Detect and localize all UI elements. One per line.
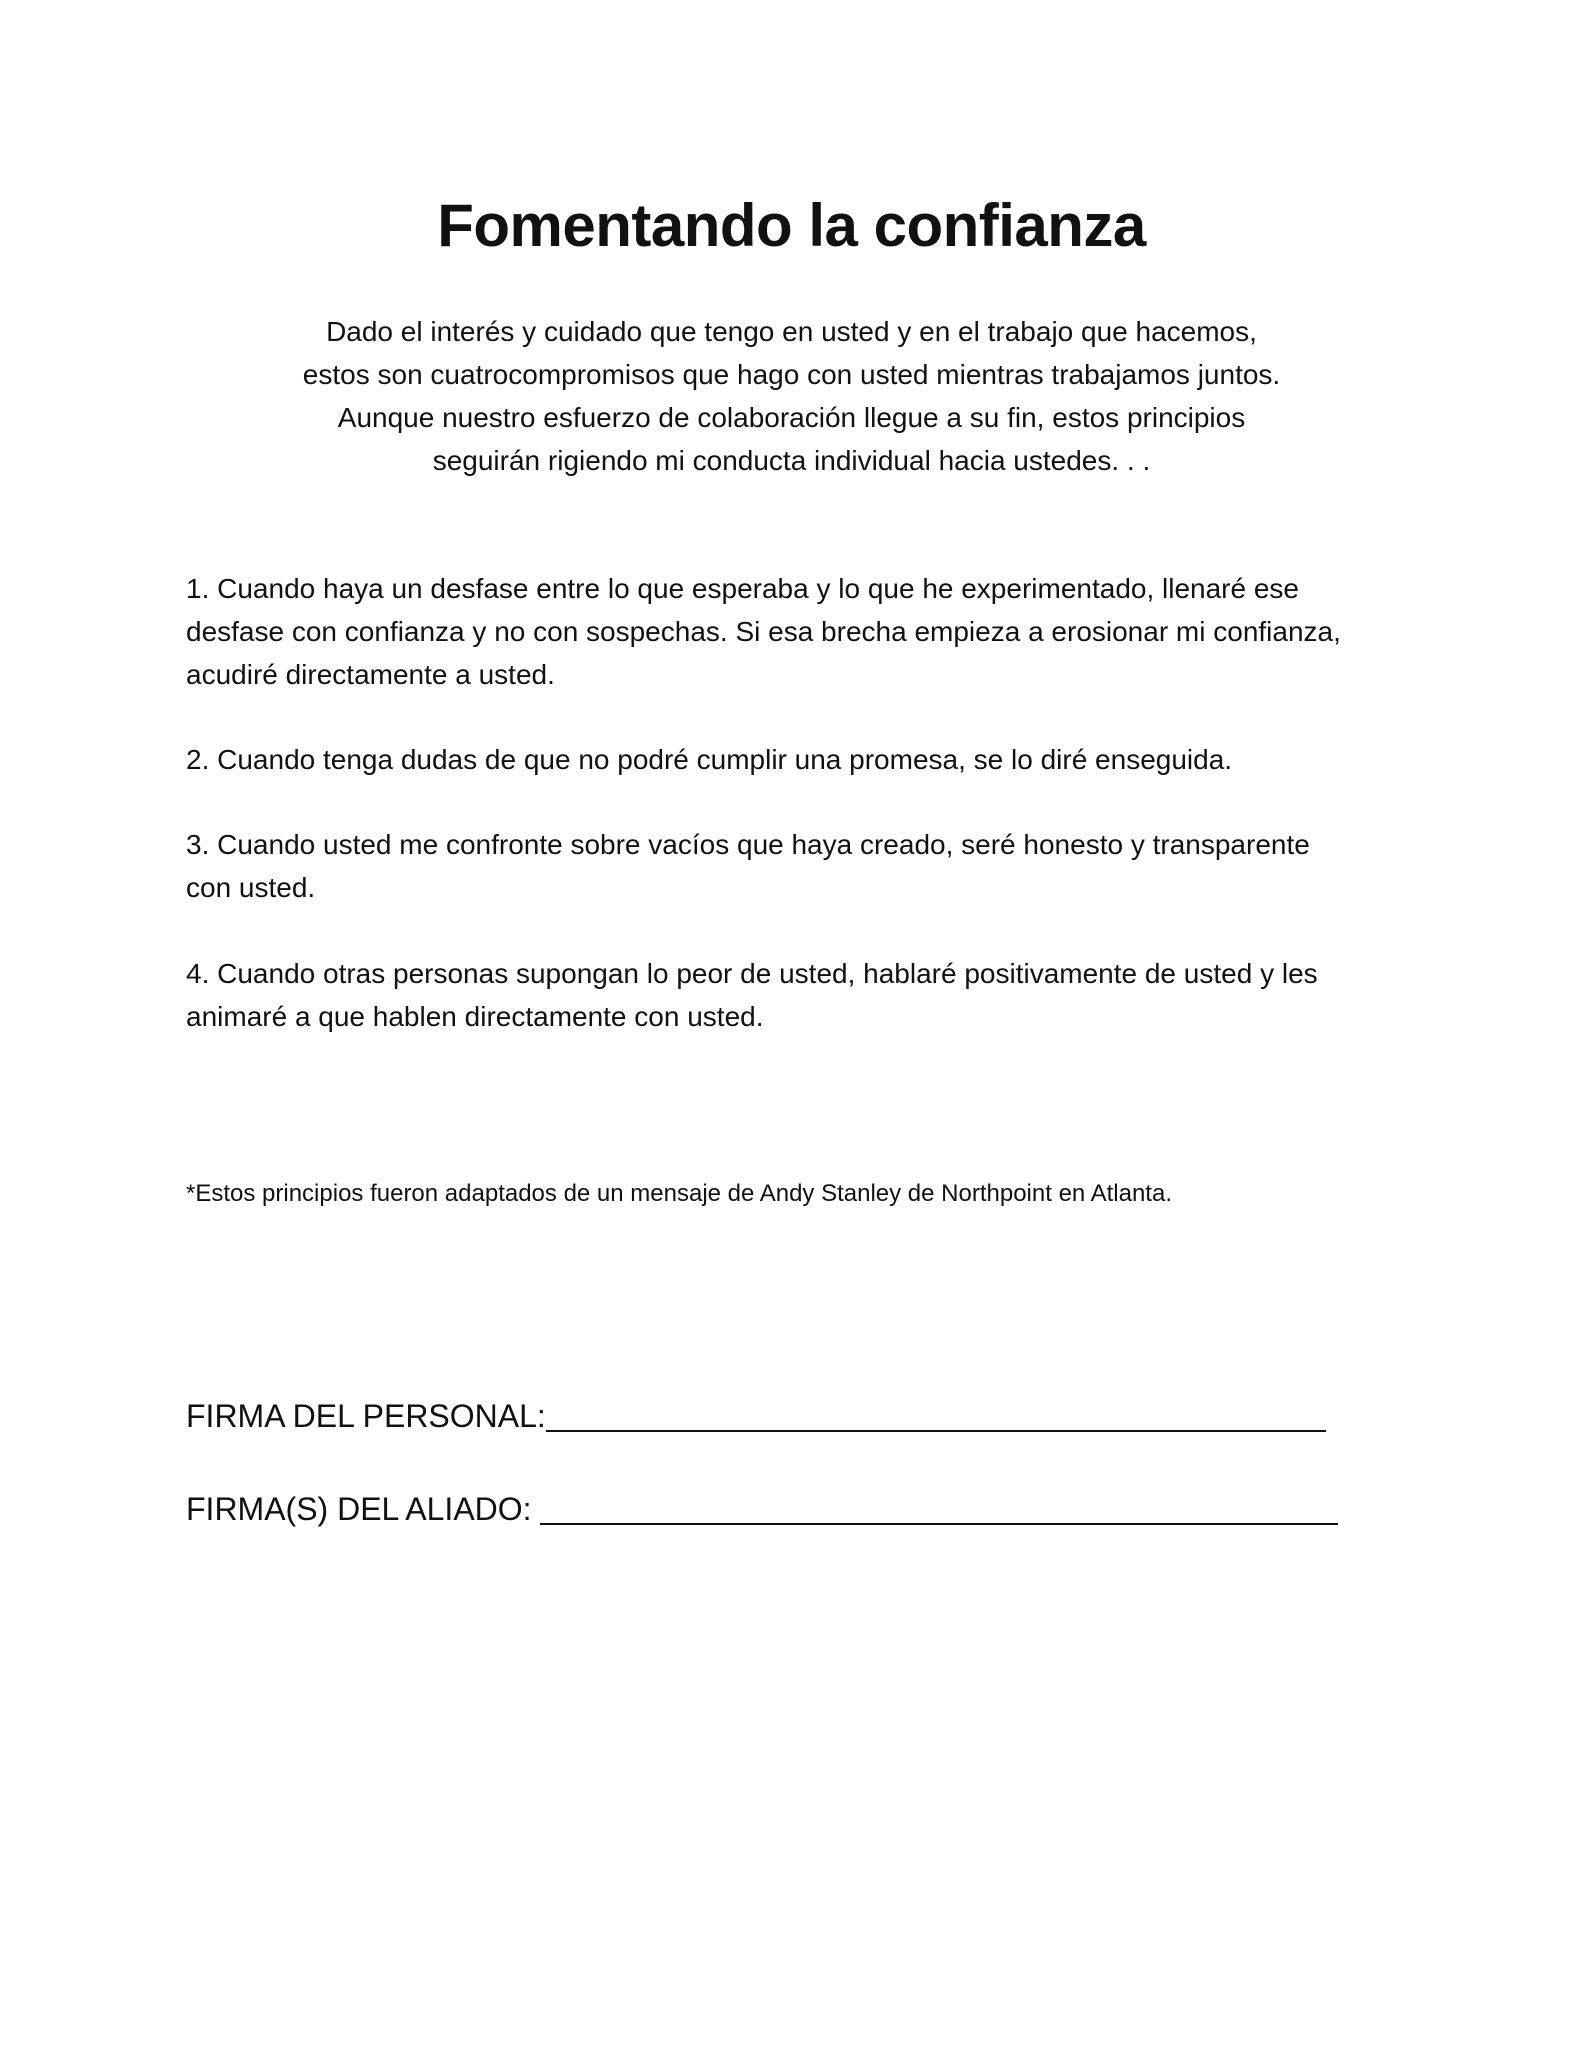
commitment-line: con usted.	[186, 872, 316, 903]
intro-line: seguirán rigiendo mi conducta individual hacia ustedes. . .	[432, 445, 1151, 476]
staff-signature-line[interactable]	[546, 1400, 1326, 1432]
ally-signature-label: FIRMA(S) DEL ALIADO:	[186, 1491, 532, 1527]
commitment-line: 4. Cuando otras personas supongan lo peor de usted, hablaré positivamente de usted y les	[186, 958, 1318, 989]
staff-signature-row	[186, 1394, 1326, 1438]
commitment-3	[186, 823, 1416, 909]
commitment-line: 2. Cuando tenga dudas de que no podré cumplir una promesa, se lo diré enseguida.	[186, 744, 1233, 775]
commitment-line: 1. Cuando haya un desfase entre lo que esperaba y lo que he experimentado, llenaré ese	[186, 573, 1299, 604]
page-title: Fomentando la confianza	[437, 192, 1146, 259]
intro-line: Aunque nuestro esfuerzo de colaboración llegue a su fin, estos principios	[337, 402, 1246, 433]
commitment-4	[186, 952, 1416, 1038]
ally-signature-line[interactable]	[540, 1493, 1338, 1525]
commitment-line: desfase con confianza y no con sospechas. Si esa brecha empieza a erosionar mi confianza,	[186, 616, 1341, 647]
staff-signature-label: FIRMA DEL PERSONAL:	[186, 1398, 546, 1434]
intro-paragraph	[191, 310, 1392, 482]
intro-line: Dado el interés y cuidado que tengo en usted y en el trabajo que hacemos,	[326, 316, 1257, 347]
commitment-1	[186, 567, 1416, 696]
commitment-2	[186, 738, 1416, 781]
intro-line: estos son cuatrocompromisos que hago con usted mientras trabajamos juntos.	[302, 359, 1281, 390]
commitment-line: 3. Cuando usted me confronte sobre vacíos que haya creado, seré honesto y transparente	[186, 829, 1310, 860]
footnote: *Estos principios fueron adaptados de un mensaje de Andy Stanley de Northpoint en Atlanta.	[186, 1180, 1172, 1207]
ally-signature-row	[186, 1487, 1338, 1531]
commitment-line: animaré a que hablen directamente con usted.	[186, 1001, 764, 1032]
commitment-line: acudiré directamente a usted.	[186, 659, 555, 690]
